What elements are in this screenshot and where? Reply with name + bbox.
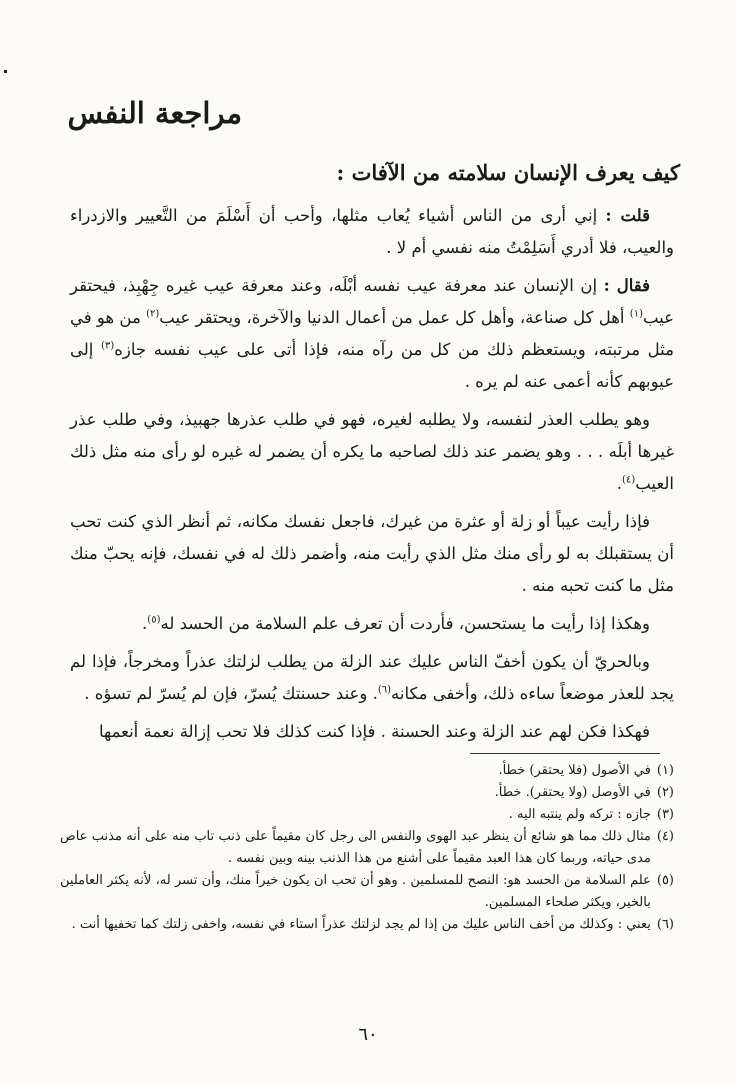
paragraph-text: فإذا رأيت عيباً أو زلة أو عثرة من غيرك، فاجعل نفسك مكانه، ثم أنظر الذي كنت تحب أن يستقبلك به لو رأى منك مثل الذي رأيت منه، وأضمر ذلك له في نفسك، فإنه يحبّ منك مثل ما كنت تحبه منه . bbox=[70, 512, 674, 595]
paragraph-text: . bbox=[616, 474, 623, 493]
footnote-ref: (٣) bbox=[101, 340, 115, 352]
paragraph-text: . وعند حسنتك يُسرّ، فإن لم يُسرّ لم تسؤه . bbox=[84, 684, 378, 703]
footnote-text: علم السلامة من الحسد هو: النصح للمسلمين . وهو أن تحب ان يكون خيراً منك، وأن تسر له، لأنه يكثر العاملين بالخير، ويكثر صلحاء المسلمين. bbox=[60, 873, 651, 910]
footnote-number: (٢) bbox=[656, 785, 674, 800]
paragraph-text: وهو يطلب العذر لنفسه، ولا يطلبه لغيره، فهو في طلب عذرها جهبيذ، وفي طلب عذر غيرها أبلَه . . . وهو يضمر عند ذلك لصاحبه ما يكره أن يضمر له غيره لو رأى منه مثل ذلك العيب bbox=[70, 410, 674, 493]
paragraph bbox=[70, 608, 674, 640]
footnote-ref: (٥) bbox=[147, 614, 161, 626]
footnote bbox=[60, 760, 674, 782]
footnote-number: (٤) bbox=[656, 829, 674, 844]
paragraph-text: أهل كل صناعة، وأهل كل عمل من أعمال الدنيا والآخرة، ويحتقر عيب bbox=[159, 308, 630, 327]
footnote-text: في الأوصل (ولا يحتقر). خطأ. bbox=[494, 785, 651, 800]
paragraph-text: إني أرى من الناس أشياء يُعاب مثلها، وأحب أن أَسْلَمَ من التَّعيير والازدراء والعيب، فلا أدري أَسَلِمْتُ منه نفسي أم لا . bbox=[70, 206, 674, 257]
footnote-text: مثال ذلك مما هو شائع أن ينظر عبد الهوى والنفس الى رجل كان مقيماً على ذنب تاب منه على أنه مذنب عاص مدى حياته، وربما كان هذا العبد مقيماً على أشنع من هذا الذنب بينه وبين نفسه . bbox=[60, 829, 651, 866]
paragraph bbox=[70, 506, 674, 602]
footnote-text: يعني : وكذلك من أخف الناس عليك من إذا لم يجد لزلتك عذراً استاء في نفسه، واخفى زلتك كما تخفيها أنت . bbox=[71, 917, 651, 932]
paragraph bbox=[70, 200, 674, 264]
footnote bbox=[60, 804, 674, 826]
paragraph bbox=[70, 646, 674, 710]
section-heading: كيف يعرف الإنسان سلامته من الآفات : bbox=[336, 160, 680, 185]
chapter-title: مراجعة النفس bbox=[67, 96, 242, 130]
paragraph-text: وهكذا إذا رأيت ما يستحسن، فأردت أن تعرف علم السلامة من الحسد له bbox=[160, 614, 650, 633]
footnote-ref: (٦) bbox=[377, 684, 392, 696]
footnote-number: (٥) bbox=[656, 873, 674, 888]
paragraph-text: من هو في مثل مرتبته، ويستعظم ذلك من كل من رآه منه، فإذا أتى على عيب نفسه جازه bbox=[70, 308, 674, 359]
paragraph bbox=[70, 716, 674, 748]
paragraph-text: إن الإنسان عند معرفة عيب نفسه أبْلَه، وعند معرفة عيب غيره جِهْبِذ، فيحتقر عيب bbox=[70, 276, 675, 327]
footnotes bbox=[60, 760, 674, 936]
paragraph-lead: فقال : bbox=[603, 276, 650, 295]
footnote-number: (١) bbox=[656, 763, 674, 778]
paragraph-text: وبالحريّ أن يكون أخفّ الناس عليك عند الزلة من يطلب لزلتك عذراً ومخرجاً، فإذا لم يجد للعذر موضعاً ساءه ذلك، وأخفى مكانه bbox=[70, 652, 674, 703]
footnote bbox=[60, 826, 674, 870]
footnote-number: (٣) bbox=[656, 807, 674, 822]
paragraph-text: إلى عيوبهم كأنه أعمى عنه لم يره . bbox=[70, 340, 674, 391]
footnote-ref: (١) bbox=[629, 308, 643, 320]
footnote bbox=[60, 914, 674, 936]
footnote-divider bbox=[470, 753, 660, 754]
paragraph-text: . bbox=[142, 614, 148, 633]
footnote-text: جازه : تركه ولم ينتبه اليه . bbox=[508, 807, 651, 822]
margin-mark bbox=[4, 70, 7, 73]
paragraph-lead: قلت : bbox=[605, 206, 651, 225]
footnote-text: في الأصول (فلا يحتقر) خطأ. bbox=[498, 763, 651, 778]
footnote-number: (٦) bbox=[656, 917, 674, 932]
footnote-ref: (٤) bbox=[622, 474, 636, 486]
page-number: ٦٠ bbox=[358, 1024, 378, 1045]
footnote bbox=[60, 782, 674, 804]
footnote-ref: (٢) bbox=[146, 308, 160, 320]
paragraph-text: فهكذا فكن لهم عند الزلة وعند الحسنة . فإذا كنت كذلك فلا تحب إزالة نعمة أنعمها bbox=[98, 722, 650, 741]
footnote bbox=[60, 870, 674, 914]
paragraph bbox=[70, 270, 674, 398]
body-text bbox=[70, 200, 674, 754]
paragraph bbox=[70, 404, 674, 500]
